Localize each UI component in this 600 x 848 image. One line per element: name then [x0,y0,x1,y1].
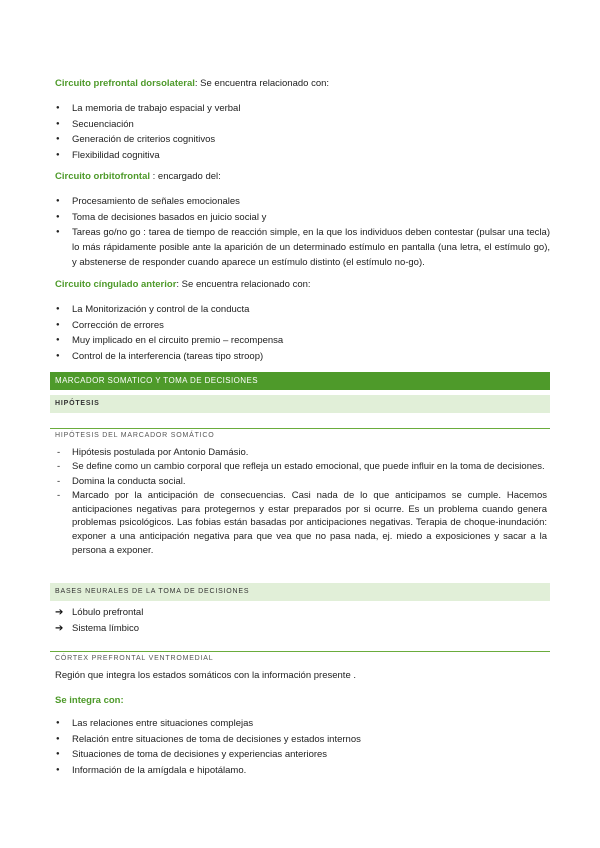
list-item: - Domina la conducta social. [55,475,547,489]
orbitofrontal-title: Circuito orbitofrontal [55,171,150,182]
orbitofrontal-list [55,194,550,270]
list-item: - Se define como un cambio corporal que refleja un estado emocional, que puede influir en la toma de decisiones. [55,460,547,474]
list-item: ● Situaciones de toma de decisiones y experiencias anteriores [55,747,550,763]
cingulado-heading [55,278,311,292]
list-item: ● Información de la amígdala e hipotálamo. [55,763,550,779]
bases-neurales-heading: BASES NEURALES DE LA TOMA DE DECISIONES [50,583,550,601]
list-item: ● La memoria de trabajo espacial y verbal [55,101,550,117]
se-integra-title: Se integra con: [55,695,124,706]
list-item: ● Control de la interferencia (tareas tipo stroop) [55,349,550,365]
hipotesis-list [55,446,547,558]
bases-list [55,605,143,637]
cortex-text: Región que integra los estados somáticos con la información presente . [55,670,357,681]
list-item: ● Generación de criterios cognitivos [55,132,550,148]
cingulado-rest: : Se encuentra relacionado con: [176,279,311,290]
hipotesis-marcador-heading: HIPÓTESIS DEL MARCADOR SOMÁTICO [50,428,550,439]
list-item: ● La Monitorización y control de la conducta [55,302,550,318]
list-item: ● Secuenciación [55,117,550,133]
cingulado-list [55,302,550,364]
orbitofrontal-heading [55,170,221,184]
list-item: ● Flexibilidad cognitiva [55,148,550,164]
list-item: ● Relación entre situaciones de toma de decisiones y estados internos [55,732,550,748]
list-item [55,605,143,621]
dorsolateral-list [55,101,550,163]
section-header-hipotesis: HIPÓTESIS [50,395,550,413]
orbitofrontal-rest: : encargado del: [150,171,221,182]
list-item [55,621,143,637]
list-item: ● Toma de decisiones basados en juicio social y [55,210,550,226]
arrow-right-icon: ➔ [55,607,64,618]
dorsolateral-rest: : Se encuentra relacionado con: [194,78,330,89]
dorsolateral-heading [55,77,329,91]
bases-item-label: Lóbulo prefrontal [72,607,144,618]
list-item: ● Procesamiento de señales emocionales [55,194,550,210]
cortex-list [55,716,550,778]
bases-item-label: Sistema límbico [72,623,140,634]
list-item: - Hipótesis postulada por Antonio Damásio. [55,446,547,460]
dorsolateral-title: Circuito prefrontal dorsolateral [55,78,195,89]
arrow-right-icon: ➔ [55,623,64,634]
section-header-marcador: MARCADOR SOMATICO Y TOMA DE DECISIONES [50,372,550,390]
list-item: ● Muy implicado en el circuito premio – recompensa [55,333,550,349]
list-item: ● Las relaciones entre situaciones complejas [55,716,550,732]
cingulado-title: Circuito cíngulado anterior [55,279,177,290]
list-item: - Marcado por la anticipación de consecuencias. Casi nada de lo que anticipamos se cumple. Hacemos anticipaciones negativas para protegernos y estar preparados por si ocurre. Es un problema cuando genera problemas psicológicos. Las fobias están basadas por anticipaciones negativas. Terapia de choque-inundación: exponer a una anticipación negativa para que vea que no pasa nada, ej. miedo a exposiciones y sacar a la persona a exponer. [55,489,547,558]
cortex-heading: CÓRTEX PREFRONTAL VENTROMEDIAL [50,651,550,662]
list-item: ● Corrección de errores [55,318,550,334]
list-item: ● Tareas go/no go : tarea de tiempo de reacción simple, en la que los individuos deben contestar (pulsar una tecla) lo más rápidamente posible ante la aparición de un determinado estímulo en pantalla (una letra, el estímulo go), y abstenerse de responder cuando aparece un estímulo distinto (el estímulo no-go). [55,225,550,270]
